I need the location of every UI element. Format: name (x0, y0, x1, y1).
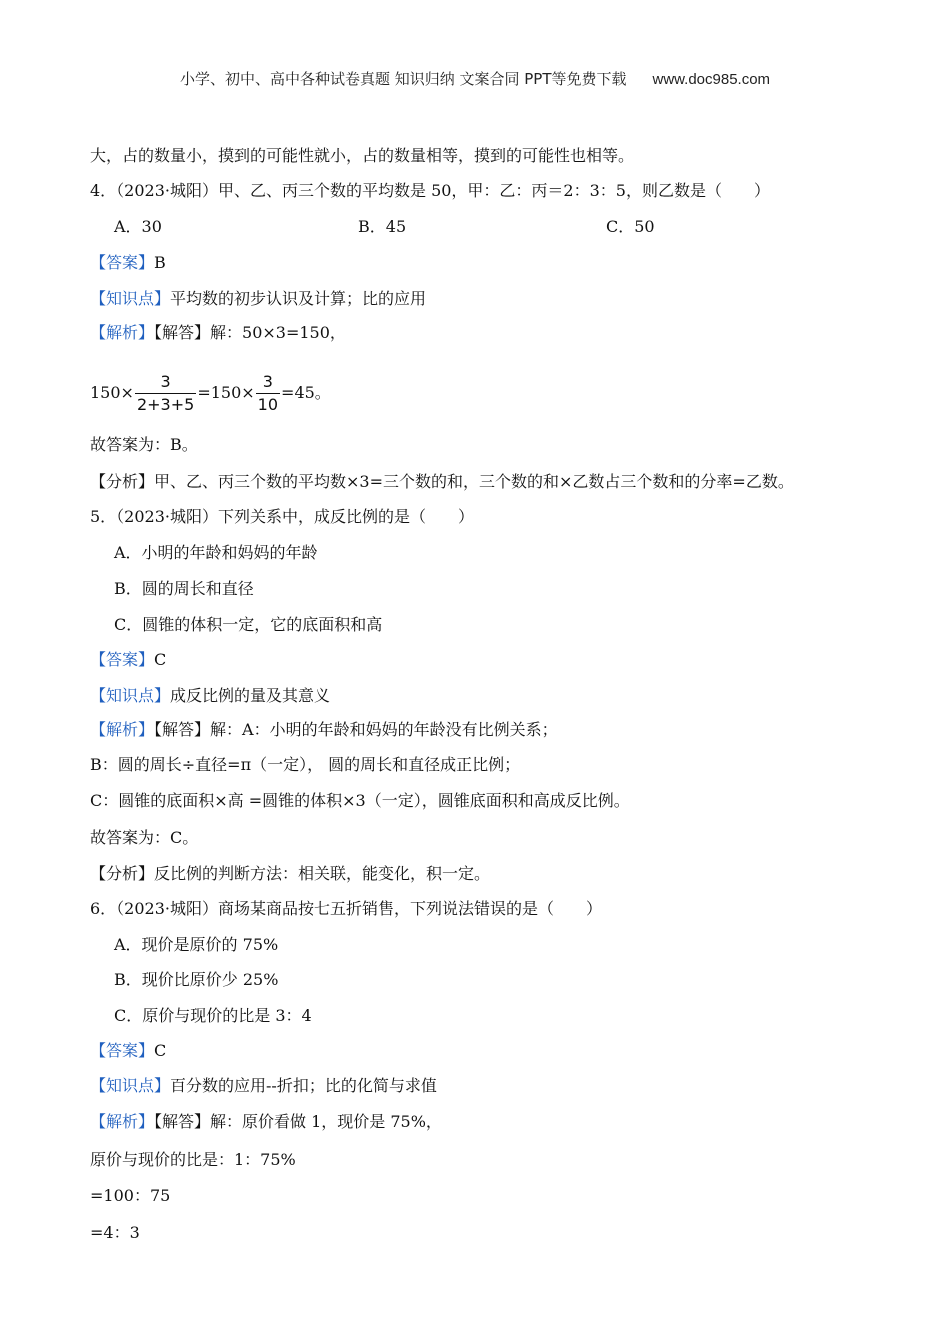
page-header (0, 68, 950, 89)
answer-value: B (154, 253, 166, 272)
analysis-value: 【解答】解：A：小明的年龄和妈妈的年龄没有比例关系； (154, 720, 558, 739)
answer-tag: 【答案】 (90, 650, 155, 669)
reasoning-value: 甲、乙、丙三个数的平均数×3=三个数的和，三个数的和×乙数占三个数和的分率=乙数。 (154, 472, 794, 491)
header-site-link[interactable]: www.doc985.com (652, 71, 771, 88)
q5-reasoning (90, 863, 490, 885)
q4-option-c: C．50 (606, 217, 655, 236)
q6-option-c: C．原价与现价的比是 3：4 (114, 1006, 312, 1025)
q4-reasoning (90, 471, 794, 493)
q5-analysis (90, 719, 558, 741)
q5-answer (90, 649, 166, 671)
knowledge-tag: 【知识点】 (90, 686, 171, 705)
reasoning-tag: 【分析】 (90, 864, 155, 883)
analysis-value: 【解答】解：原价看做 1，现价是 75%， (154, 1112, 442, 1131)
knowledge-tag: 【知识点】 (90, 289, 171, 308)
q6-analysis (90, 1111, 442, 1133)
fraction-2-numerator: 3 (256, 373, 280, 394)
q6-answer (90, 1040, 166, 1062)
question-6: 6．（2023·城阳）商场某商品按七五折销售，下列说法错误的是（ ） (90, 899, 602, 918)
analysis-tag: 【解析】 (90, 1112, 155, 1131)
answer-tag: 【答案】 (90, 253, 155, 272)
calc-part-a: 150× (90, 383, 134, 402)
q6-step-1: 原价与现价的比是：1：75% (90, 1150, 296, 1169)
question-5: 5．（2023·城阳）下列关系中，成反比例的是（ ） (90, 507, 474, 526)
q5-knowledge-point (90, 685, 330, 707)
knowledge-value: 平均数的初步认识及计算；比的应用 (170, 289, 427, 308)
q6-step-3: =4：3 (90, 1223, 140, 1242)
reasoning-tag: 【分析】 (90, 472, 155, 491)
knowledge-value: 百分数的应用--折扣；比的化简与求值 (170, 1076, 437, 1095)
reasoning-value: 反比例的判断方法：相关联，能变化，积一定。 (154, 864, 491, 883)
q4-analysis (90, 322, 346, 344)
q5-option-a: A．小明的年龄和妈妈的年龄 (114, 543, 318, 562)
q5-analysis-c: C：圆锥的底面积×高 =圆锥的体积×3（一定），圆锥底面积和高成反比例。 (90, 791, 630, 810)
q6-option-b: B．现价比原价少 25% (114, 970, 279, 989)
analysis-value: 【解答】解：50×3=150， (154, 323, 346, 342)
q6-knowledge-point (90, 1075, 437, 1097)
text-line-continuation: 大，占的数量小，摸到的可能性就小，占的数量相等，摸到的可能性也相等。 (90, 146, 635, 165)
q4-calculation (90, 370, 331, 416)
header-text: 小学、初中、高中各种试卷真题 知识归纳 文案合同 PPT等免费下载 (179, 70, 627, 88)
answer-tag: 【答案】 (90, 1041, 155, 1060)
analysis-tag: 【解析】 (90, 323, 155, 342)
q5-option-b: B．圆的周长和直径 (114, 579, 254, 598)
q5-option-c: C．圆锥的体积一定，它的底面积和高 (114, 615, 383, 634)
fraction-2-denominator: 10 (257, 395, 279, 414)
calc-part-c: =45。 (281, 383, 331, 402)
fraction-1 (135, 373, 196, 414)
q4-answer (90, 252, 166, 274)
q5-analysis-b: B：圆的周长÷直径=π（一定）， 圆的周长和直径成正比例； (90, 755, 521, 774)
answer-value: C (154, 1041, 167, 1060)
calc-part-b: =150× (197, 383, 255, 402)
q5-final-answer: 故答案为：C。 (90, 828, 199, 847)
q4-option-b: B．45 (358, 217, 407, 236)
fraction-1-denominator: 2+3+5 (136, 395, 195, 414)
knowledge-value: 成反比例的量及其意义 (170, 686, 331, 705)
question-4: 4．（2023·城阳）甲、乙、丙三个数的平均数是 50，甲：乙：丙＝2：3：5，则乙数是（ ） (90, 181, 770, 200)
q4-final-answer: 故答案为：B。 (90, 435, 198, 454)
fraction-2 (256, 373, 280, 414)
answer-value: C (154, 650, 167, 669)
q4-knowledge-point (90, 288, 426, 310)
q6-option-a: A．现价是原价的 75% (114, 935, 279, 954)
q4-option-a: A．30 (114, 217, 162, 236)
fraction-1-numerator: 3 (135, 373, 196, 394)
knowledge-tag: 【知识点】 (90, 1076, 171, 1095)
q6-step-2: =100：75 (90, 1186, 171, 1205)
analysis-tag: 【解析】 (90, 720, 155, 739)
